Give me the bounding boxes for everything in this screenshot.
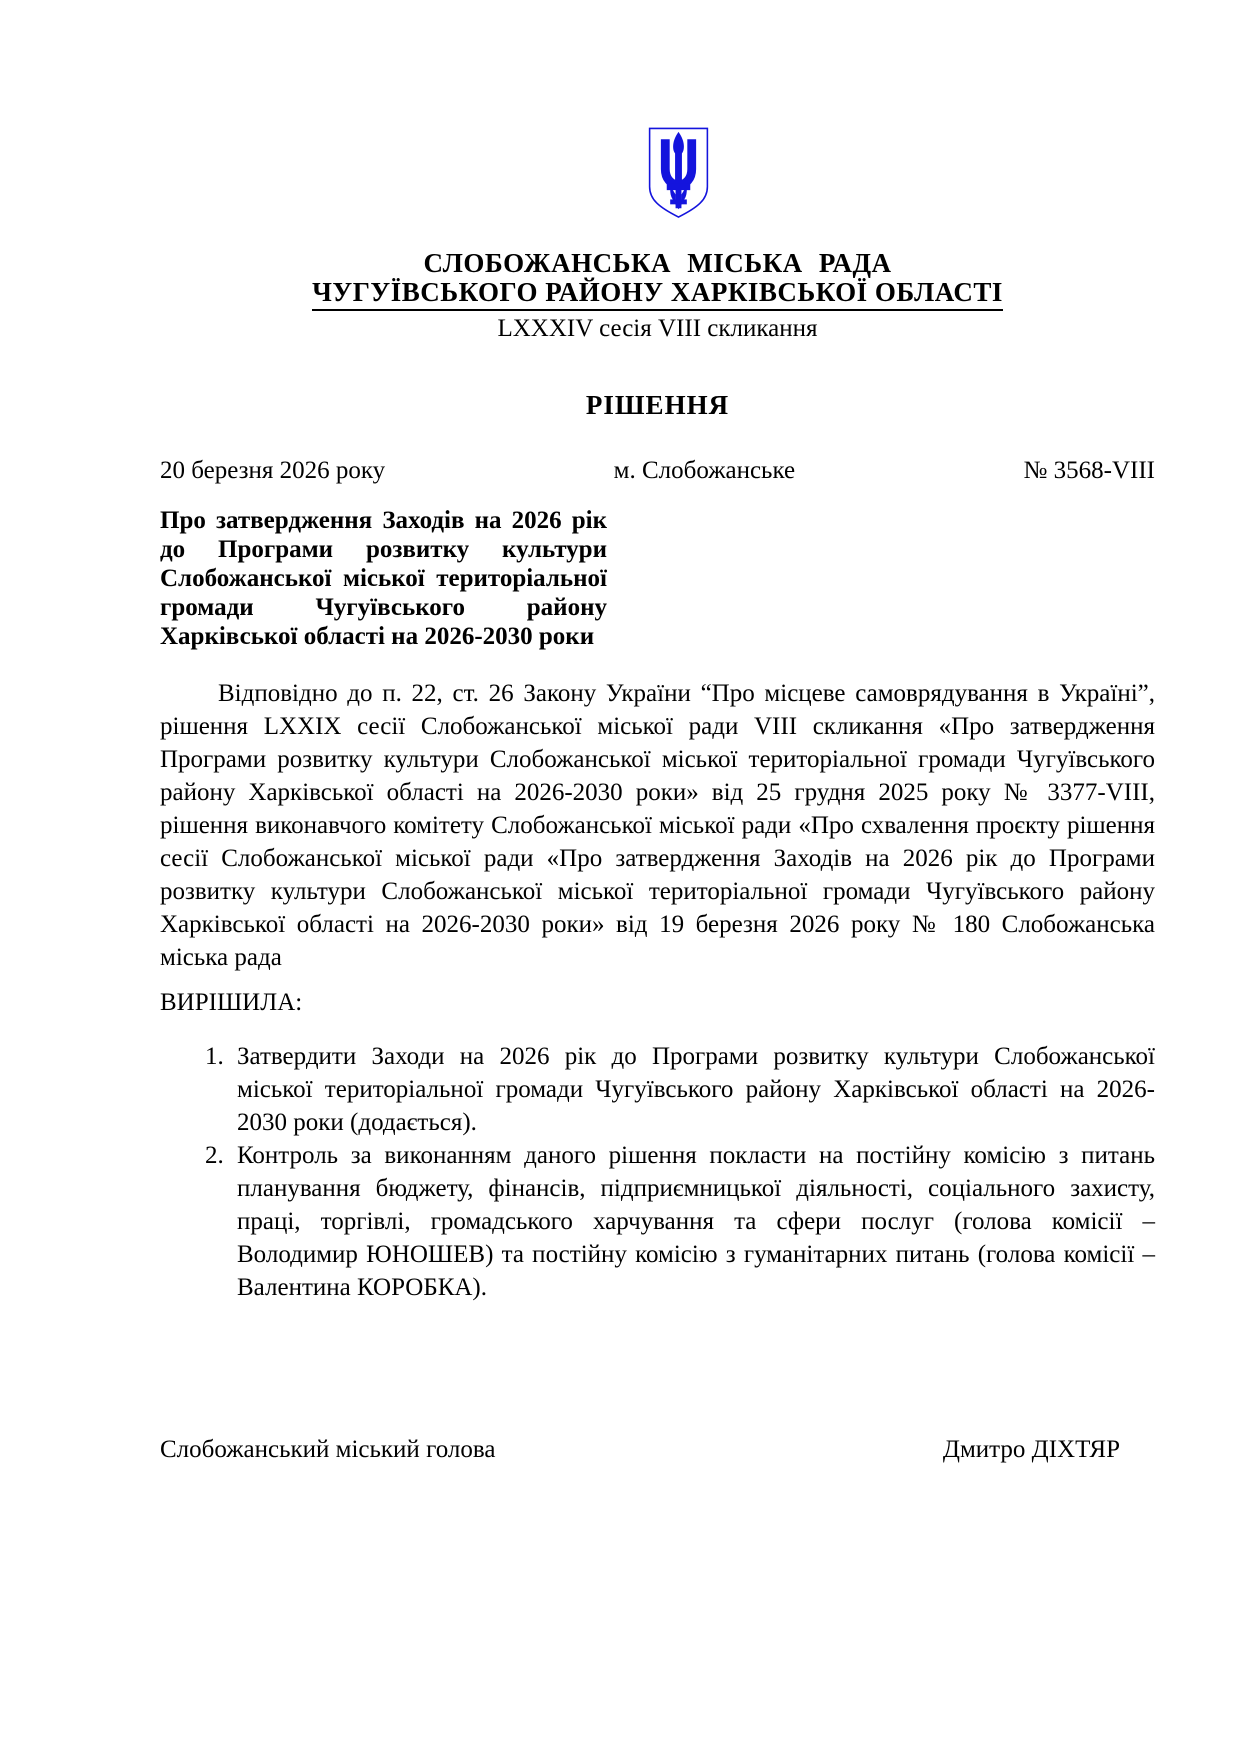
list-item-number: 2. <box>205 1142 224 1169</box>
resolution-list <box>160 1040 1155 1304</box>
signatory-title: Слобожанський міський голова <box>160 1436 496 1463</box>
list-item-text: Контроль за виконанням даного рішення покласти на постійну комісію з питань планування бюджету, фінансів, підприємницької діяльності, соціального захисту, праці, торгівлі, громадського харчування та сфери послуг (голова комісії – Володимир ЮНОШЕВ) та постійну комісію з гуманітарних питань (голова комісії – Валентина КОРОБКА). <box>237 1142 1155 1301</box>
preamble-paragraph: Відповідно до п. 22, ст. 26 Закону України “Про місцеве самоврядування в Україні”, рішення LXXIX сесії Слобожанської міської ради VIII скликання «Про затвердження Програми розвитку культури Слобожанської міської територіальної громади Чугуївського району Харківської області на 2026-2030 роки» від 25 грудня 2025 року № 3377-VIII, рішення виконавчого комітету Слобожанської міської ради «Про схвалення проєкту рішення сесії Слобожанської міської ради «Про затвердження Заходів на 2026 рік до Програми розвитку культури Слобожанської міської територіальної громади Чугуївського району Харківської області на 2026-2030 роки» від 19 березня 2026 року № 180 Слобожанська міська рада <box>160 680 1155 971</box>
signature-row <box>160 1436 1155 1464</box>
tryzub-emblem-icon <box>647 126 710 220</box>
document-number: № 3568-VIII <box>1023 457 1155 484</box>
subject-paragraph: Про затвердження Заходів на 2026 рік до Програми розвитку культури Слобожанської міської територіальної громади Чугуївського району Харківської області на 2026-2030 роки <box>160 507 607 650</box>
emblem-row <box>160 126 1155 225</box>
council-name: СЛОБОЖАНСЬКА МІСЬКА РАДА <box>423 248 892 278</box>
document-place: м. Слобожанське <box>613 457 796 484</box>
document-date: 20 березня 2026 року <box>160 457 386 484</box>
signatory-name: Дмитро ДІХТЯР <box>942 1436 1120 1463</box>
list-item-text: Затвердити Заходи на 2026 рік до Програми розвитку культури Слобожанської міської територіальної громади Чугуївського району Харківської області на 2026-2030 роки (додається). <box>237 1043 1155 1136</box>
document-type-title: РІШЕННЯ <box>585 390 730 420</box>
letterhead <box>160 249 1155 343</box>
list-item <box>205 1139 1155 1304</box>
resolved-label: ВИРІШИЛА: <box>160 989 303 1016</box>
session-line: LXXXIV сесія VIII скликання <box>497 315 818 342</box>
list-item <box>205 1040 1155 1139</box>
meta-row <box>160 457 1155 485</box>
district-name: ЧУГУЇВСЬКОГО РАЙОНУ ХАРКІВСЬКОЇ ОБЛАСТІ <box>160 278 1155 311</box>
list-item-number: 1. <box>205 1043 224 1070</box>
